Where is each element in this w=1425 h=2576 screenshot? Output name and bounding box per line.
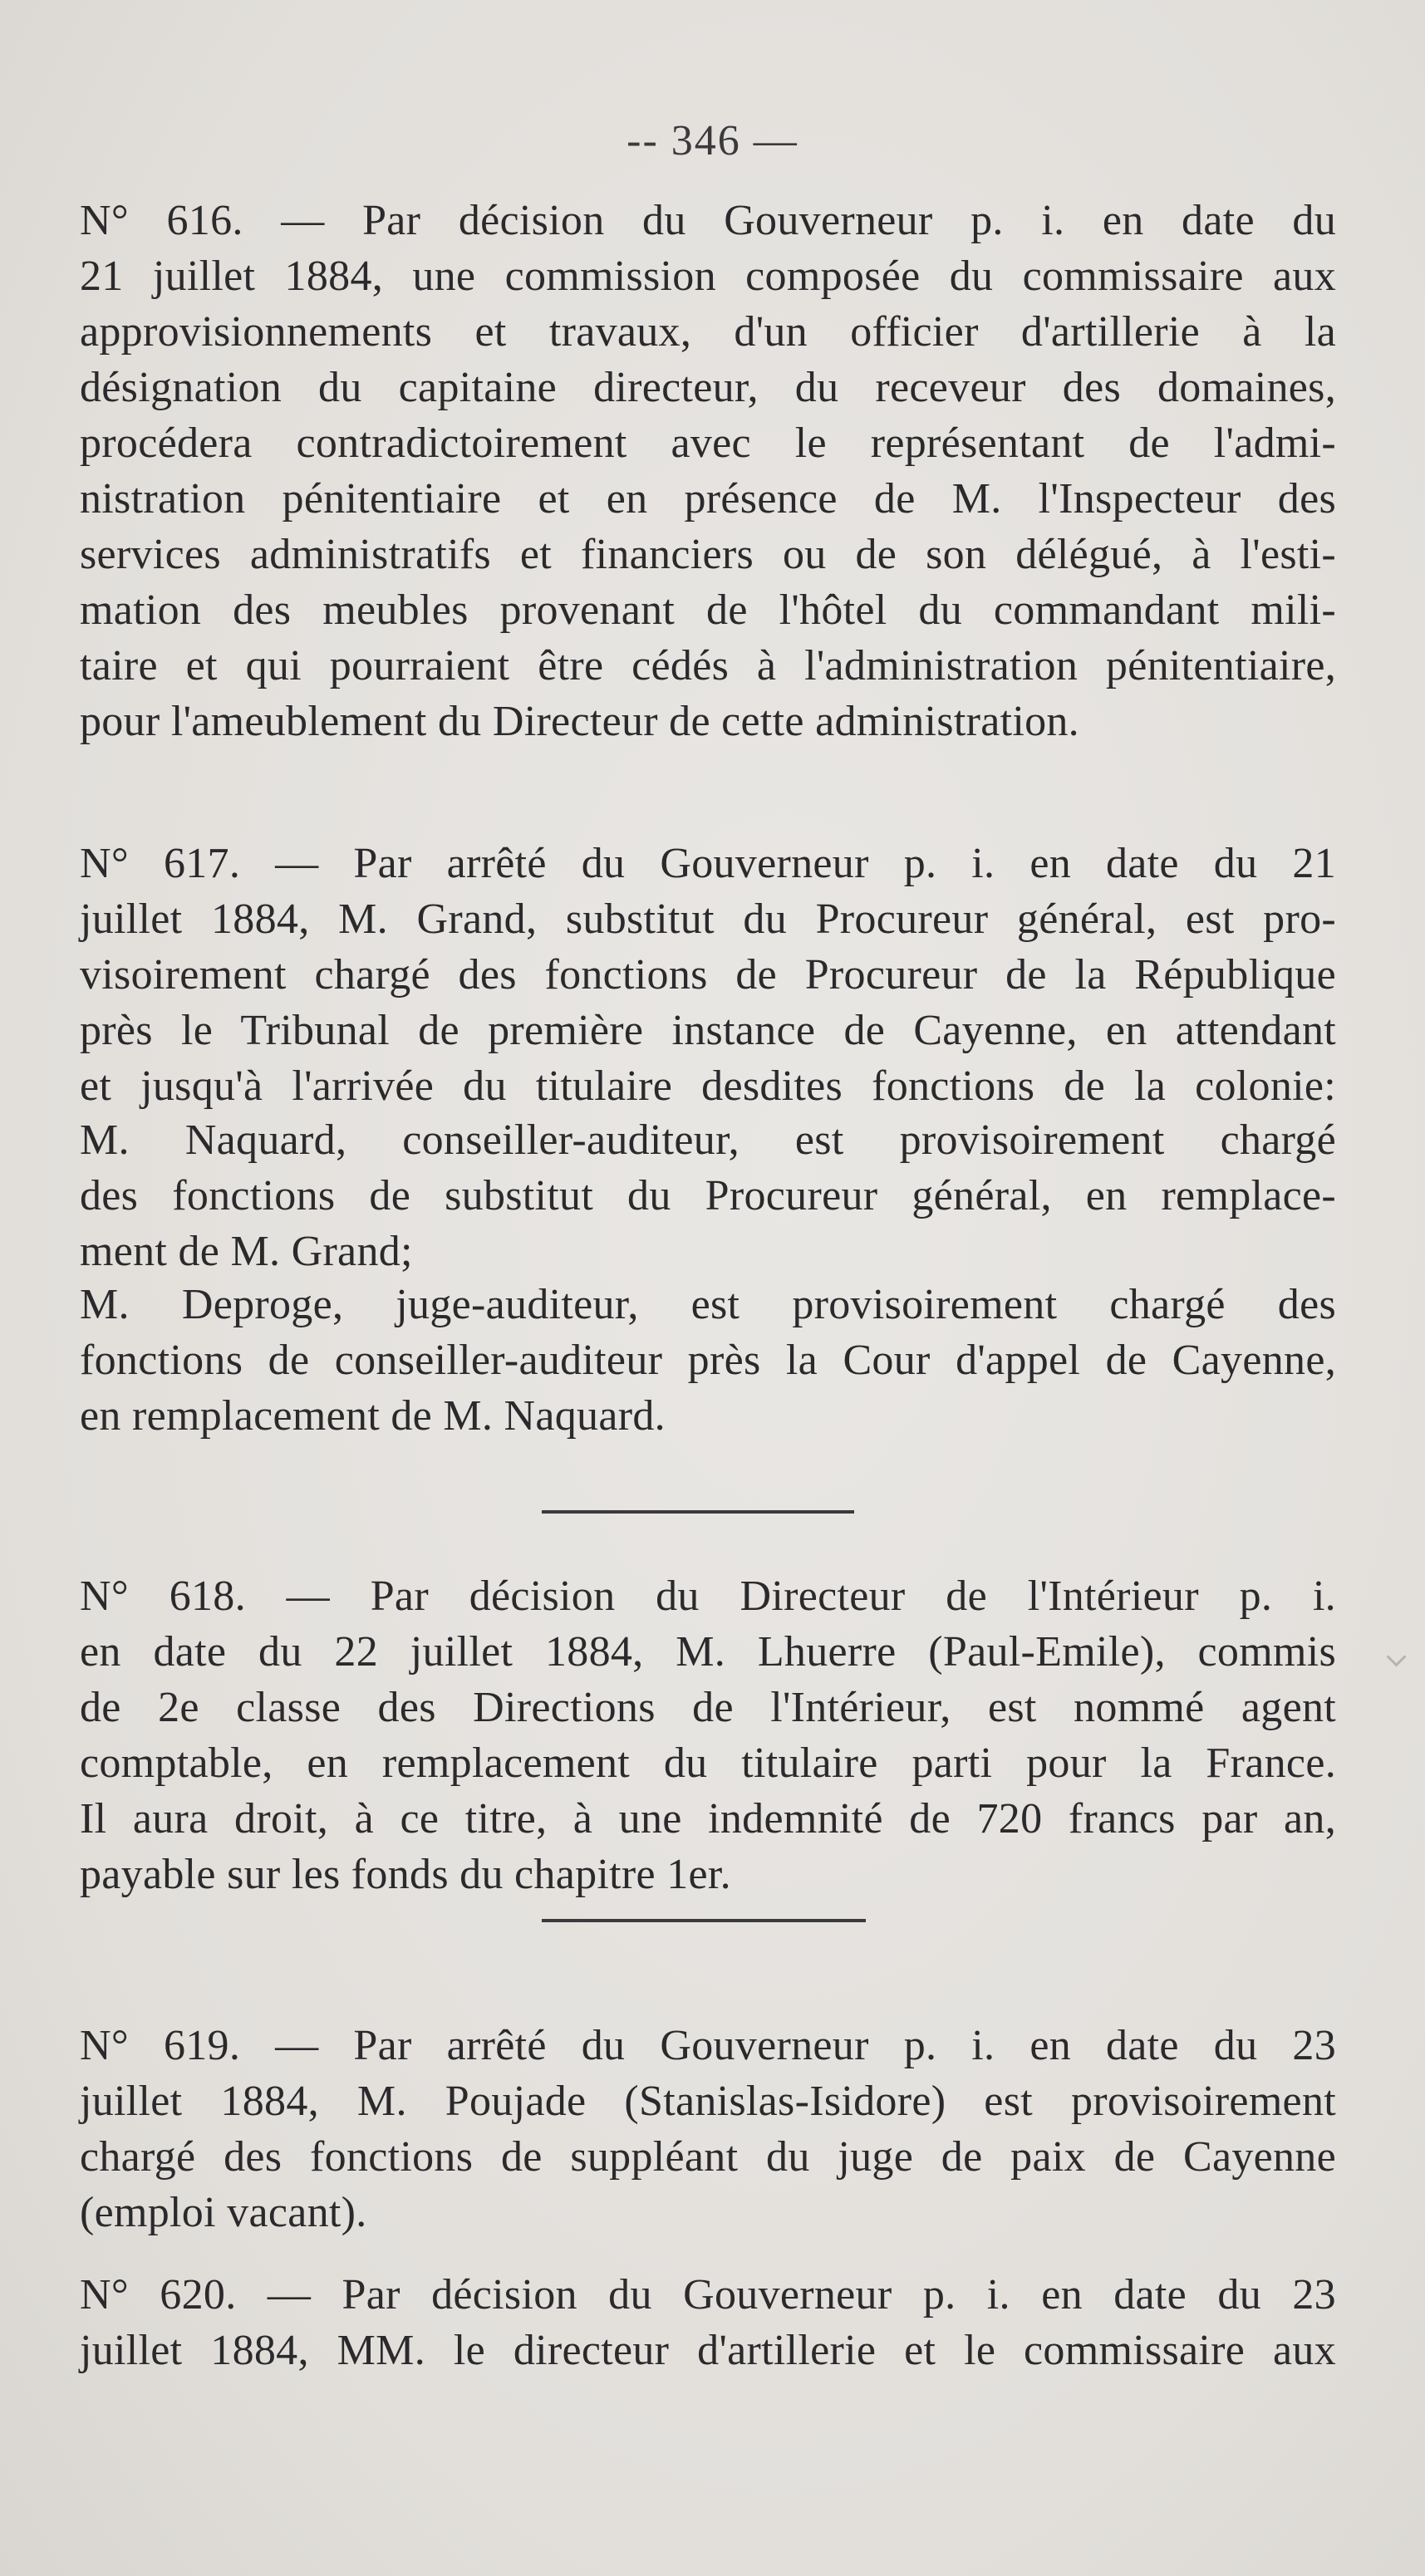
text-line: désignation du capitaine directeur, du receveur des domaines,	[80, 364, 1336, 411]
text-line: des fonctions de substitut du Procureur général, en remplace-	[80, 1172, 1336, 1219]
paragraph-619	[80, 2018, 1336, 2240]
paragraph-618	[80, 1568, 1336, 1902]
text-line: N° 617. — Par arrêté du Gouverneur p. i. en date du 21	[80, 840, 1336, 887]
text-line: juillet 1884, MM. le directeur d'artillerie et le commissaire aux	[80, 2327, 1336, 2374]
text-line: procédera contradictoirement avec le représentant de l'admi-	[80, 420, 1336, 467]
text-line: N° 618. — Par décision du Directeur de l'Intérieur p. i.	[80, 1573, 1336, 1620]
text-line: nistration pénitentiaire et en présence de M. l'Inspecteur des	[80, 475, 1336, 523]
text-line: payable sur les fonds du chapitre 1er.	[80, 1851, 731, 1898]
text-line: N° 620. — Par décision du Gouverneur p. i. en date du 23	[80, 2271, 1336, 2318]
paragraph-617-naquard	[80, 1112, 1336, 1279]
paragraph-620	[80, 2267, 1336, 2378]
text-line: 21 juillet 1884, une commission composée du commissaire aux	[80, 253, 1336, 300]
paragraph-616	[80, 193, 1336, 749]
text-line: taire et qui pourraient être cédés à l'administration pénitentiaire,	[80, 642, 1336, 689]
text-line: M. Deproge, juge-auditeur, est provisoirement chargé des	[80, 1281, 1336, 1328]
paragraph-617	[80, 836, 1336, 1114]
text-line: juillet 1884, M. Poujade (Stanislas-Isidore) est provisoirement	[80, 2078, 1336, 2125]
text-line: visoirement chargé des fonctions de Procureur de la République	[80, 951, 1336, 999]
text-line: mation des meubles provenant de l'hôtel du commandant mili-	[80, 586, 1336, 634]
text-line: services administratifs et financiers ou de son délégué, à l'esti-	[80, 531, 1336, 578]
text-line: comptable, en remplacement du titulaire parti pour la France.	[80, 1739, 1336, 1787]
page-number: -- 346 —	[627, 117, 798, 164]
text-line: pour l'ameublement du Directeur de cette administration.	[80, 698, 1079, 745]
margin-speck	[1386, 1646, 1406, 1666]
text-line: juillet 1884, M. Grand, substitut du Procureur général, est pro-	[80, 895, 1336, 943]
text-line: Il aura droit, à ce titre, à une indemnité de 720 francs par an,	[80, 1795, 1336, 1842]
text-line: en date du 22 juillet 1884, M. Lhuerre (Paul-Emile), commis	[80, 1628, 1336, 1676]
text-line: N° 616. — Par décision du Gouverneur p. i. en date du	[80, 197, 1336, 244]
section-divider	[542, 1919, 866, 1922]
paragraph-617-deproge	[80, 1277, 1336, 1444]
text-line: approvisionnements et travaux, d'un officier d'artillerie à la	[80, 308, 1336, 356]
text-line: et jusqu'à l'arrivée du titulaire desdites fonctions de la colonie:	[80, 1062, 1336, 1110]
text-line: M. Naquard, conseiller-auditeur, est provisoirement chargé	[80, 1116, 1336, 1164]
text-line: près le Tribunal de première instance de Cayenne, en attendant	[80, 1007, 1336, 1054]
text-line: de 2e classe des Directions de l'Intérieur, est nommé agent	[80, 1684, 1336, 1731]
text-line: fonctions de conseiller-auditeur près la Cour d'appel de Cayenne,	[80, 1337, 1336, 1384]
text-line: ment de M. Grand;	[80, 1228, 413, 1275]
text-line: N° 619. — Par arrêté du Gouverneur p. i. en date du 23	[80, 2022, 1336, 2069]
text-line: (emploi vacant).	[80, 2189, 367, 2236]
section-divider	[542, 1510, 854, 1514]
text-line: en remplacement de M. Naquard.	[80, 1392, 666, 1440]
text-line: chargé des fonctions de suppléant du juge de paix de Cayenne	[80, 2133, 1336, 2181]
